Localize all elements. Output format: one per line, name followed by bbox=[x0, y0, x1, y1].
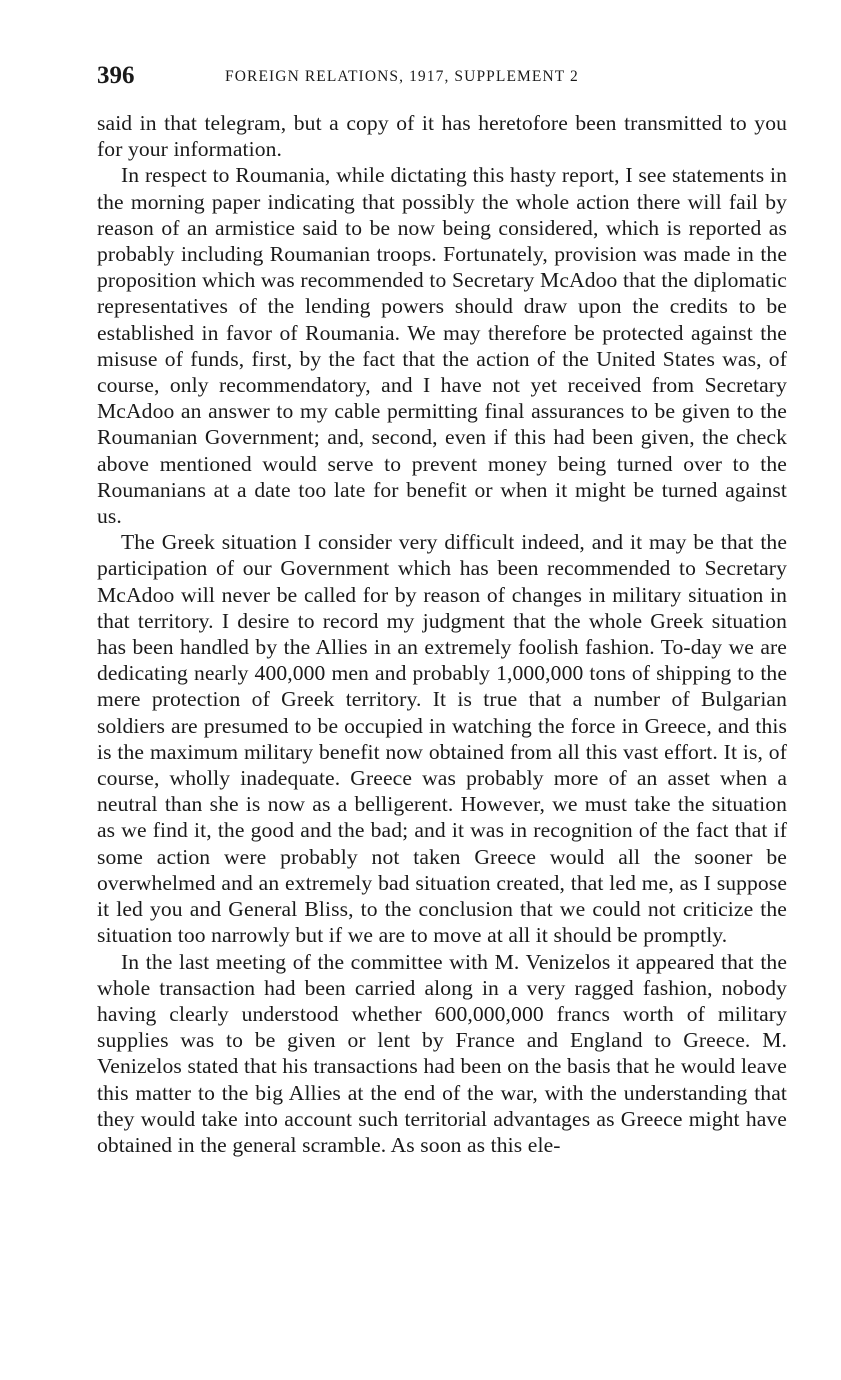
running-head-title: FOREIGN RELATIONS, 1917, SUPPLEMENT 2 bbox=[225, 68, 579, 85]
paragraph-greek-situation: The Greek situation I consider very difficult indeed, and it may be that the participation of our Government which has been recommended to Secretary McAdoo will never be called for by reason of changes in military situation in that territory. I desire to record my judgment that the whole Greek situation has been handled by the Allies in an extremely foolish fashion. To-day we are dedicating nearly 400,000 men and probably 1,000,000 tons of shipping to the mere protection of Greek territory. It is true that a number of Bulgarian soldiers are presumed to be occupied in watching the force in Greece, and this is the maximum military benefit now obtained from all this vast effort. It is, of course, wholly inadequate. Greece was probably more of an asset when a neutral than she is now as a belligerent. However, we must take the situation as we find it, the good and the bad; and it was in recognition of the fact that if some action were probably not taken Greece would all the sooner be overwhelmed and an extremely bad situation created, that led me, as I suppose it led you and General Bliss, to the conclusion that we could not criticize the situation too narrowly but if we are to move at all it should be promptly. bbox=[97, 530, 787, 948]
document-page bbox=[97, 58, 787, 1158]
paragraph-venizelos-meeting: In the last meeting of the committee with M. Venizelos it appeared that the whole transaction had been carried along in a very ragged fashion, nobody having clearly understood whether 600,000,000 francs worth of military supplies was to be given or lent by France and England to Greece. M. Venizelos stated that his transactions had been on the basis that he would leave this matter to the big Allies at the end of the war, with the understanding that they would take into account such territorial advantages as Greece might have obtained in the general scramble. As soon as this ele- bbox=[97, 949, 787, 1157]
page-number: 396 bbox=[97, 62, 135, 89]
paragraph-roumania: In respect to Roumania, while dictating this hasty report, I see statements in the morning paper indicating that possibly the whole action there will fail by reason of an armistice said to be now being considered, which is reported as probably including Roumanian troops. Fortunately, provision was made in the proposition which was recommended to Secretary McAdoo that the diplomatic representatives of the lending powers should draw upon the credits to be established in favor of Roumania. We may therefore be protected against the misuse of funds, first, by the fact that the action of the United States was, of course, only recommendatory, and I have not yet received from Secretary McAdoo an answer to my cable permitting final assurances to be given to the Roumanian Government; and, second, even if this had been given, the check above mentioned would serve to prevent money being turned over to the Roumanians at a date too late for benefit or when it might be turned against us. bbox=[97, 163, 787, 529]
body-text bbox=[97, 110, 787, 1158]
paragraph-continuation: said in that telegram, but a copy of it has heretofore been transmitted to you for your information. bbox=[97, 111, 787, 162]
running-head bbox=[97, 58, 787, 94]
